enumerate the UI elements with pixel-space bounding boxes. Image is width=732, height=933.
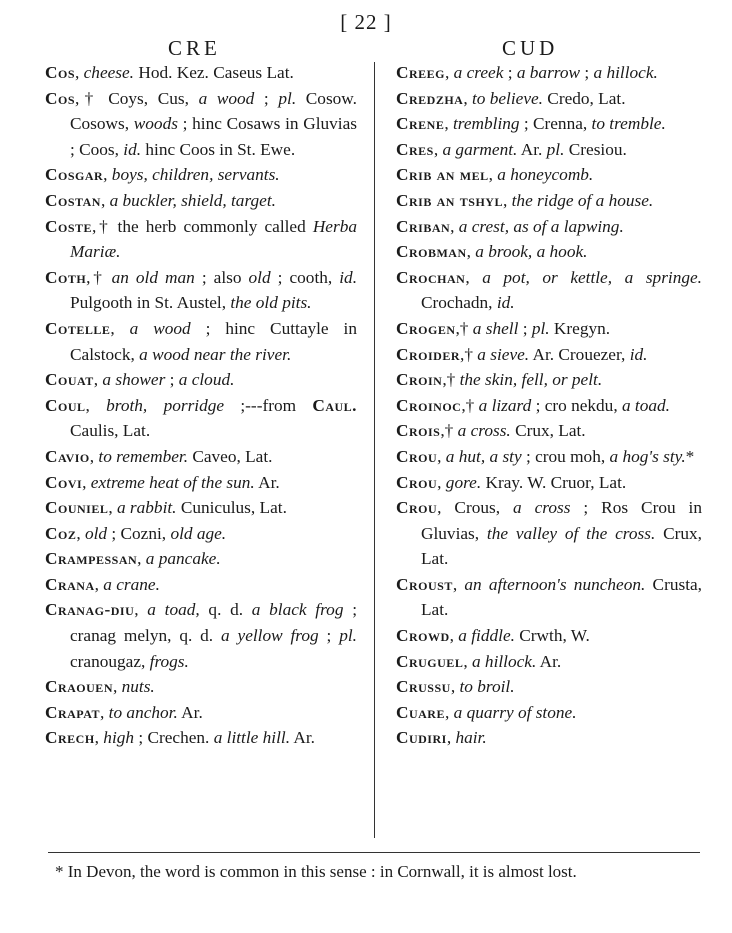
entry-headword: Coth <box>45 267 87 287</box>
entry-headword: Crobman <box>396 242 467 262</box>
entry-text: , <box>488 165 498 185</box>
entry-headword: Creeg <box>396 63 445 82</box>
dictionary-entry <box>45 546 357 572</box>
entry-italic-text: a cross. <box>457 421 511 441</box>
entry-italic-text: id. <box>496 293 515 313</box>
entry-italic-text: a cloud. <box>178 370 235 390</box>
entry-italic-text: to anchor. <box>108 702 178 722</box>
entry-text: ; <box>318 626 340 646</box>
entry-italic-text: a hog's sty. <box>609 446 686 466</box>
entry-italic-text: trembling <box>452 114 520 134</box>
entry-headword: Cos <box>45 88 75 108</box>
entry-italic-text: a honeycomb. <box>497 165 594 185</box>
entry-text: , <box>452 574 465 594</box>
dictionary-entry <box>396 265 702 316</box>
dictionary-entry <box>45 700 357 726</box>
entry-italic-text: to tremble. <box>591 114 666 134</box>
dictionary-entry <box>396 316 702 342</box>
entry-headword: Crussu <box>396 677 451 697</box>
entry-text: , <box>437 446 446 466</box>
entry-text: ; Crechen. <box>134 728 214 748</box>
dictionary-entry <box>45 60 357 86</box>
entry-italic-text: old age. <box>170 523 227 543</box>
entry-headword: Couat <box>45 370 94 390</box>
dictionary-entry <box>396 342 702 368</box>
entry-headword: Crogen <box>396 318 456 338</box>
entry-text: , <box>465 267 483 287</box>
entry-text: Ar. <box>536 651 562 671</box>
entry-text: , <box>108 498 117 518</box>
entry-text: ; <box>503 63 517 82</box>
entry-italic-text: a hut, a sty <box>445 446 522 466</box>
entry-text: ; <box>580 63 594 82</box>
entry-text: , <box>93 370 103 390</box>
entry-headword: Crou <box>396 472 438 492</box>
entry-text: cranougaz, <box>70 651 150 671</box>
entry-text: , <box>446 728 456 748</box>
dictionary-entry <box>45 572 357 598</box>
entry-headword: Cos <box>45 63 75 82</box>
entry-text: Ar. <box>177 702 203 722</box>
entry-text: ; also <box>194 267 249 287</box>
entry-headword: Craouen <box>45 677 113 697</box>
dictionary-entry <box>45 674 357 700</box>
entry-headword: Crois <box>396 421 441 441</box>
entry-italic-text: id. <box>629 344 648 364</box>
entry-text: ,† <box>460 344 478 364</box>
entry-text: ,† <box>442 370 460 390</box>
entry-italic-text: a cross <box>513 498 571 518</box>
entry-italic-text: woods <box>133 114 178 134</box>
dictionary-entry <box>45 597 357 674</box>
dictionary-entry <box>396 111 702 137</box>
entry-headword: Croider <box>396 344 460 364</box>
entry-text: Cresiou. <box>564 139 627 159</box>
entry-text: ; crou moh, <box>521 446 610 466</box>
dictionary-entry <box>45 214 357 265</box>
entry-italic-text: pl. <box>339 626 357 646</box>
entry-italic-text: a wood near the river. <box>139 344 292 364</box>
entry-headword: Cavio <box>45 446 90 466</box>
column-divider <box>374 62 375 838</box>
entry-italic-text: a crane. <box>103 574 160 594</box>
dictionary-entry <box>396 470 702 496</box>
entry-italic-text: a shell <box>472 318 519 338</box>
entry-italic-text: a black frog <box>251 600 344 620</box>
entry-text: ; Ros Crou in Gluvias, <box>421 498 703 543</box>
entry-italic-text: a creek <box>453 63 504 82</box>
entry-italic-text: high <box>103 728 135 748</box>
entry-text: , <box>112 677 122 697</box>
entry-text: , <box>110 318 130 338</box>
entry-italic-text: a barrow <box>516 63 581 82</box>
entry-text: ; <box>254 88 279 108</box>
entry-italic-text: boys, children, servants. <box>111 165 280 185</box>
dictionary-entry <box>396 86 702 112</box>
entry-headword: Cudiri <box>396 728 447 748</box>
entry-italic-text: cheese. <box>83 63 135 82</box>
dictionary-entry <box>396 393 702 419</box>
entry-italic-text: the skin, fell, or pelt. <box>459 370 603 390</box>
right-column <box>396 60 702 751</box>
entry-italic-text: a crest, as of a lapwing. <box>458 216 624 236</box>
entry-italic-text: the old pits. <box>230 293 312 313</box>
dictionary-entry <box>396 674 702 700</box>
entry-italic-text: a shower <box>102 370 166 390</box>
entry-text: Kray. W. Cruor, Lat. <box>481 472 627 492</box>
entry-text: , <box>137 549 146 569</box>
entry-text: , <box>466 242 476 262</box>
dictionary-entry <box>45 162 357 188</box>
entry-text: ,† Coys, Cus, <box>75 88 199 108</box>
dictionary-entry <box>45 725 357 751</box>
entry-italic-text: to remember. <box>98 446 189 466</box>
entry-italic-text: id. <box>123 139 142 159</box>
entry-text: , Crous, <box>437 498 514 518</box>
entry-text: ,† <box>461 395 479 415</box>
entry-text: ,† <box>86 267 112 287</box>
dictionary-entry <box>396 444 702 470</box>
dictionary-entry <box>396 60 702 86</box>
entry-text: , <box>463 88 472 108</box>
dictionary-entry <box>396 418 702 444</box>
dictionary-entry <box>396 214 702 240</box>
entry-text: , <box>449 626 459 646</box>
entry-text: , <box>94 728 104 748</box>
entry-text: * <box>685 446 695 466</box>
entry-italic-text: a buckler, shield, target. <box>109 190 276 210</box>
entry-italic-text: frogs. <box>149 651 189 671</box>
entry-text: Kregyn. <box>549 318 611 338</box>
entry-text: q. d. <box>199 600 252 620</box>
entry-text: ; cooth, <box>270 267 340 287</box>
entry-headword: Coste <box>45 216 92 236</box>
entry-headword: Crib an mel <box>396 165 489 185</box>
entry-text: ; <box>165 370 179 390</box>
entry-italic-text: pl. <box>278 88 297 108</box>
entry-headword: Criban <box>396 216 451 236</box>
entry-italic-text: to believe. <box>471 88 543 108</box>
entry-italic-text: a sieve. <box>477 344 530 364</box>
entry-text: ; hinc Cosaws in Gluvias ; Coos, <box>70 114 357 159</box>
entry-headword: Cranag-diu <box>45 600 135 620</box>
footnote-rule <box>48 852 700 853</box>
entry-italic-text: a wood <box>198 88 255 108</box>
entry-headword: Crib an tshyl <box>396 190 503 210</box>
entry-text: ; hinc Cuttayle in Calstock, <box>70 318 357 364</box>
entry-text: , <box>100 190 110 210</box>
entry-text: , <box>444 702 454 722</box>
entry-text: , <box>75 63 84 82</box>
entry-text: , <box>103 165 112 185</box>
entry-text: Pulgooth in St. Austel, <box>70 293 231 313</box>
entry-headword: Coz <box>45 523 77 543</box>
entry-italic-text: a brook, a hook. <box>475 242 588 262</box>
entry-italic-text: pl. <box>531 318 550 338</box>
entry-text: Ar. <box>517 139 547 159</box>
entry-text: , <box>450 677 460 697</box>
entry-text: Hod. Kez. Caseus Lat. <box>134 63 294 82</box>
entry-text: Crwth, W. <box>514 626 590 646</box>
entry-italic-text: extreme heat of the sun. <box>90 472 255 492</box>
dictionary-entry <box>45 393 357 444</box>
entry-text: ,† <box>455 318 473 338</box>
entry-text: , <box>433 139 443 159</box>
dictionary-entry <box>396 188 702 214</box>
entry-italic-text: a lizard <box>478 395 532 415</box>
entry-italic-text: old <box>248 267 271 287</box>
entry-headword: Crowd <box>396 626 450 646</box>
entry-text: Cosow. Cosows, <box>70 88 357 134</box>
entry-italic-text: a pot, or kettle, a springe. <box>482 267 702 287</box>
dictionary-entry <box>45 86 357 163</box>
entry-italic-text: a pancake. <box>145 549 221 569</box>
entry-text: ,† <box>440 421 458 441</box>
entry-headword: Crene <box>396 114 445 134</box>
dictionary-entry <box>45 444 357 470</box>
entry-text: , <box>437 472 446 492</box>
entry-text: , <box>450 216 459 236</box>
entry-text: , <box>76 523 85 543</box>
entry-italic-text: id. <box>339 267 358 287</box>
entry-headword: Crapat <box>45 702 101 722</box>
entry-text: , <box>134 600 148 620</box>
entry-headword: Costan <box>45 190 101 210</box>
entry-text: , <box>82 472 91 492</box>
dictionary-entry <box>396 367 702 393</box>
dictionary-entry <box>396 572 702 623</box>
entry-text: Crux, Lat. <box>421 523 703 569</box>
entry-text: Caveo, Lat. <box>188 446 273 466</box>
entry-text: ;---from <box>224 395 313 415</box>
dictionary-entry <box>396 623 702 649</box>
entry-headword: Crana <box>45 574 95 594</box>
entry-italic-text: hair. <box>455 728 487 748</box>
dictionary-entry <box>396 700 702 726</box>
entry-italic-text: broth, porridge <box>106 395 225 415</box>
entry-text: ,† the herb commonly called <box>92 216 313 236</box>
entry-headword: Cruguel <box>396 651 464 671</box>
entry-italic-text: a wood <box>129 318 191 338</box>
entry-text: , <box>100 702 109 722</box>
left-column <box>45 60 357 751</box>
page-number: [ 22 ] <box>340 10 392 34</box>
entry-italic-text: a fiddle. <box>458 626 515 646</box>
dictionary-entry <box>396 495 702 572</box>
dictionary-entry <box>396 162 702 188</box>
dictionary-entry <box>45 367 357 393</box>
entry-italic-text: a little hill. <box>213 728 291 748</box>
entry-italic-text: a toad, <box>147 600 200 620</box>
entry-text: Cuniculus, Lat. <box>176 498 287 518</box>
entry-headword: Cotelle <box>45 318 111 338</box>
entry-italic-text: a garment. <box>442 139 518 159</box>
entry-italic-text: a yellow frog <box>221 626 319 646</box>
entry-text: ; cranag melyn, q. d. <box>70 600 357 646</box>
entry-text: Crochadn, <box>421 293 497 313</box>
entry-italic-text: an afternoon's nuncheon. <box>464 574 646 594</box>
entry-headword: Caul. <box>312 395 357 415</box>
entry-italic-text: to broil. <box>459 677 515 697</box>
entry-headword: Crou <box>396 498 438 518</box>
dictionary-entry <box>45 495 357 521</box>
dictionary-entry <box>396 725 702 751</box>
entry-text: ; <box>518 318 532 338</box>
dictionary-entry <box>45 188 357 214</box>
entry-text: Ar. <box>290 728 315 748</box>
entry-text: , <box>444 114 453 134</box>
entry-italic-text: an old man <box>111 267 195 287</box>
entry-italic-text: a quarry of stone. <box>453 702 577 722</box>
entry-headword: Croust <box>396 574 453 594</box>
entry-italic-text: nuts. <box>121 677 155 697</box>
entry-italic-text: a hillock. <box>593 63 658 82</box>
entry-text: , <box>85 395 107 415</box>
entry-text: ; Cozni, <box>107 523 171 543</box>
entry-headword: Crou <box>396 446 438 466</box>
entry-headword: Cosgar <box>45 165 104 185</box>
right-column-header: CUD <box>502 36 559 60</box>
entry-text: , <box>94 574 104 594</box>
dictionary-entry <box>45 470 357 496</box>
entry-text: Ar. Crouezer, <box>529 344 630 364</box>
entry-text: , <box>502 190 512 210</box>
entry-headword: Coul <box>45 395 86 415</box>
entry-headword: Crampessan <box>45 549 138 569</box>
entry-italic-text: a toad. <box>621 395 670 415</box>
entry-italic-text: a rabbit. <box>116 498 177 518</box>
entry-headword: Credzha <box>396 88 464 108</box>
entry-headword: Cres <box>396 139 434 159</box>
dictionary-entry <box>396 239 702 265</box>
entry-italic-text: pl. <box>546 139 565 159</box>
entry-text: Ar. <box>254 472 280 492</box>
footnote: * In Devon, the word is common in this sense : in Cornwall, it is almost lost. <box>55 862 577 881</box>
dictionary-entry <box>45 521 357 547</box>
entry-italic-text: old <box>84 523 108 543</box>
entry-text: Crux, Lat. <box>510 421 586 441</box>
dictionary-entry <box>396 649 702 675</box>
entry-text: ; Crenna, <box>519 114 592 134</box>
dictionary-entry <box>396 137 702 163</box>
entry-text: , <box>463 651 472 671</box>
left-column-header: CRE <box>168 36 221 60</box>
entry-headword: Cuare <box>396 702 445 722</box>
entry-text: Caulis, Lat. <box>70 421 151 441</box>
dictionary-entry <box>45 265 357 316</box>
entry-headword: Crech <box>45 728 95 748</box>
entry-italic-text: gore. <box>445 472 482 492</box>
entry-headword: Couniel <box>45 498 109 518</box>
entry-text: , <box>445 63 454 82</box>
entry-headword: Covi <box>45 472 83 492</box>
entry-text: , <box>89 446 99 466</box>
entry-headword: Crochan <box>396 267 466 287</box>
entry-italic-text: the ridge of a house. <box>511 190 654 210</box>
entry-italic-text: a hillock. <box>471 651 537 671</box>
entry-text: hinc Coos in St. Ewe. <box>141 139 296 159</box>
entry-italic-text: the valley of the cross. <box>486 523 656 543</box>
entry-text: Crusta, Lat. <box>421 574 702 620</box>
entry-text: ; cro nekdu, <box>531 395 622 415</box>
entry-italic-text: Herba Mariæ. <box>70 216 357 262</box>
dictionary-entry <box>45 316 357 367</box>
entry-headword: Croin <box>396 370 443 390</box>
entry-text: Credo, Lat. <box>542 88 626 108</box>
entry-headword: Croinoc <box>396 395 462 415</box>
